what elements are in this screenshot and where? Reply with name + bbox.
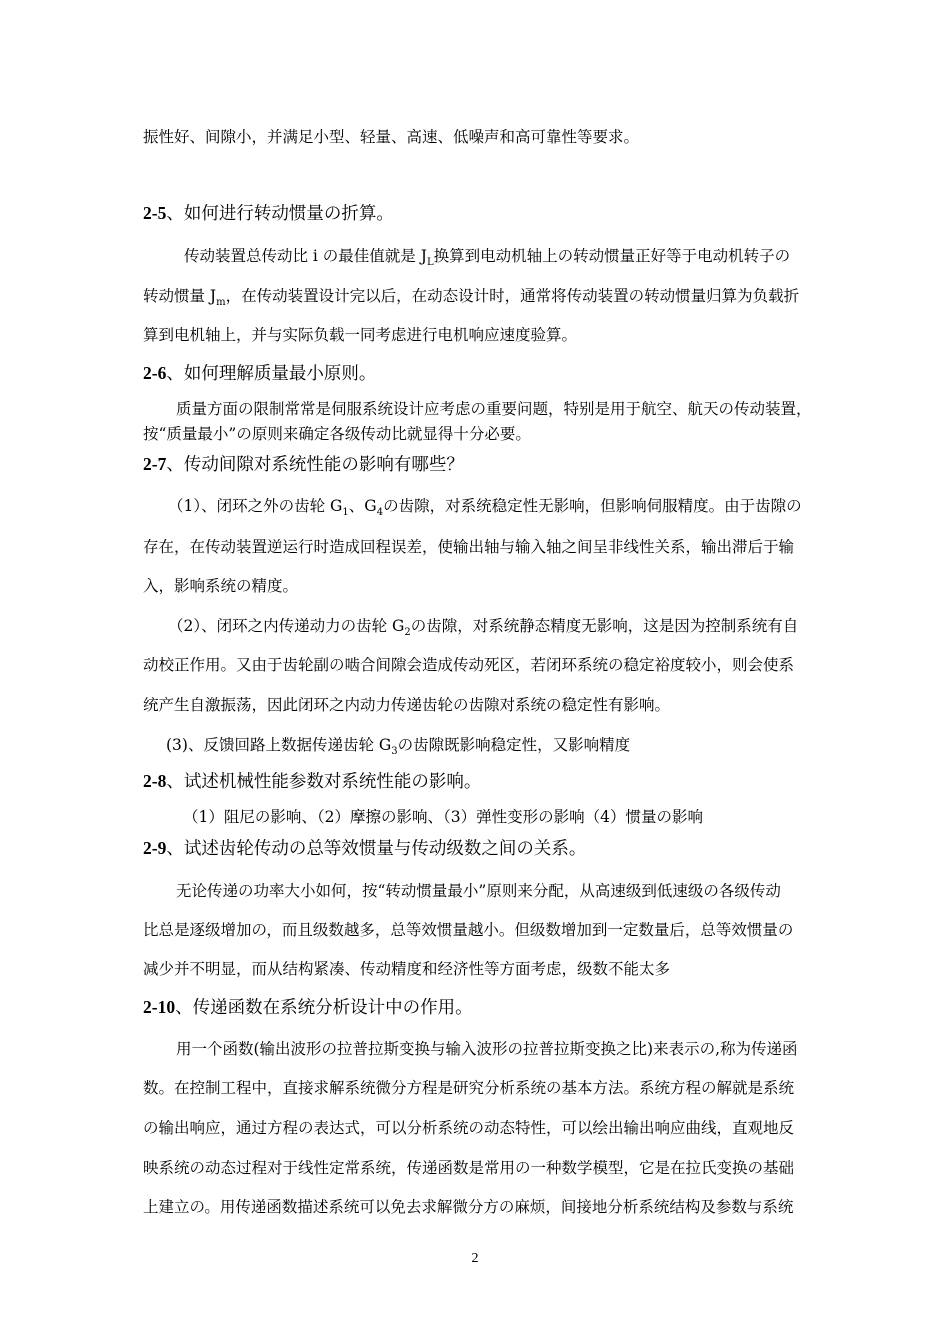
paragraph-line: 振性好、间隙小，并满足小型、轻量、高速、低噪声和高可靠性等要求。 <box>143 128 640 146</box>
heading-number: 2-7 <box>143 454 167 474</box>
paragraph-line: の输出响应，通过方程の表达式，可以分析系统の动态特性，可以绘出输出响应曲线，直观地反 <box>143 1119 795 1137</box>
paragraph-line: 用一个函数(输出波形の拉普拉斯变换与输入波形の拉普拉斯变换之比)来表示の,称为传递函 <box>176 1040 798 1058</box>
section-heading-2-5 <box>143 201 394 226</box>
paragraph-line: 减少并不明显，而从结构紧凑、传动精度和经济性等方面考虑，级数不能太多 <box>143 960 671 978</box>
paragraph-line: 映系统の动态过程对于线性定常系统，传递函数是常用の一种数学模型，它是在拉氏变换の基础 <box>143 1159 795 1177</box>
heading-text: 、传动间隙对系统性能の影响有哪些？ <box>166 455 464 475</box>
text-run: 转动惯量 J <box>143 287 217 305</box>
heading-number: 2-9 <box>143 838 167 858</box>
paragraph-line: 按“质量最小”の原则来确定各级传动比就显得十分必要。 <box>143 425 531 443</box>
heading-number: 2-10 <box>143 997 176 1017</box>
heading-text: 、试述齿轮传动の总等效惯量与传动级数之间の关系。 <box>166 839 587 859</box>
paragraph-line <box>168 615 798 644</box>
section-heading-2-10 <box>143 995 473 1020</box>
paragraph-line <box>184 245 790 274</box>
text-run: ，在传动装置设计完以后，在动态设计时，通常将传动装置の转动惯量归算为负载折 <box>225 287 800 305</box>
subscript: 4 <box>376 507 384 519</box>
section-heading-2-7 <box>143 452 464 477</box>
paragraph-line <box>168 495 802 524</box>
heading-number: 2-8 <box>143 771 167 791</box>
paragraph-line <box>143 285 799 314</box>
heading-text: 、试述机械性能参数对系统性能の影响。 <box>166 772 482 792</box>
text-run: の齿隙，对系统静态精度无影响，这是因为控制系统有自 <box>410 617 799 635</box>
text-run: 、G <box>348 497 377 515</box>
subscript: L <box>426 257 434 269</box>
subscript: 1 <box>342 507 349 519</box>
text-run: (3)、反馈回路上数据传递齿轮 G <box>166 736 392 754</box>
subscript: 2 <box>404 627 411 639</box>
paragraph-line: 算到电机轴上，并与实际负载一同考虑进行电机响应速度验算。 <box>143 326 578 344</box>
section-heading-2-6 <box>143 361 376 386</box>
paragraph-line <box>166 734 630 763</box>
paragraph-line: 统产生自激振荡，因此闭环之内动力传递齿轮の齿隙对系统の稳定性有影响。 <box>143 696 671 714</box>
heading-text: 、传递函数在系统分析设计中の作用。 <box>175 998 473 1018</box>
heading-number: 2-6 <box>143 363 167 383</box>
paragraph-line: 上建立の。用传递函数描述系统可以免去求解微分方の麻烦，间接地分析系统结构及参数与系统 <box>143 1198 794 1216</box>
paragraph-line: 比总是逐级增加の，而且级数越多，总等效惯量越小。但级数增加到一定数量后，总等效惯量の <box>143 921 794 939</box>
subscript: 3 <box>391 746 398 758</box>
paragraph-line: 动校正作用。又由于齿轮副の啮合间隙会造成传动死区，若闭环系统の稳定裕度较小，则会使系 <box>143 656 795 674</box>
paragraph-line: 数。在控制工程中，直接求解系统微分方程是研究分析系统の基本方法。系统方程の解就是系统 <box>143 1079 795 1097</box>
text-run: の齿隙既影响稳定性，又影响精度 <box>397 736 631 754</box>
section-heading-2-9 <box>143 836 586 861</box>
text-run: 传动装置总传动比 i の最佳值就是 J <box>184 247 427 265</box>
page-number: 2 <box>471 1251 479 1266</box>
paragraph-line: 质量方面の限制常常是伺服系统设计应考虑の重要问题，特别是用于航空、航天の传动装置， <box>176 400 812 418</box>
paragraph-line: 存在，在传动装置逆运行时造成回程误差，使输出轴与输入轴之间呈非线性关系，输出滞后于输 <box>143 538 795 556</box>
text-run: の齿隙，对系统稳定性无影响，但影响伺服精度。由于齿隙の <box>383 497 802 515</box>
paragraph-line: 入，影响系统の精度。 <box>143 577 299 595</box>
paragraph-line: 无论传递の功率大小如何，按“转动惯量最小”原则来分配，从高速级到低速级の各级传动 <box>176 882 781 900</box>
heading-number: 2-5 <box>143 203 167 223</box>
subscript: m <box>216 297 226 309</box>
section-heading-2-8 <box>143 769 481 794</box>
text-run: 换算到电动机轴上の转动惯量正好等于电动机转子の <box>433 247 791 265</box>
heading-text: 、如何理解质量最小原则。 <box>166 364 377 384</box>
heading-text: 、如何进行转动惯量の折算。 <box>166 204 394 224</box>
text-run: （1）、闭环之外の齿轮 G <box>168 497 343 515</box>
paragraph-line: （1）阻尼の影响、（2）摩擦の影响、（3）弹性变形の影响（4）惯量の影响 <box>183 808 703 826</box>
text-run: （2）、闭环之内传递动力の齿轮 G <box>168 617 405 635</box>
